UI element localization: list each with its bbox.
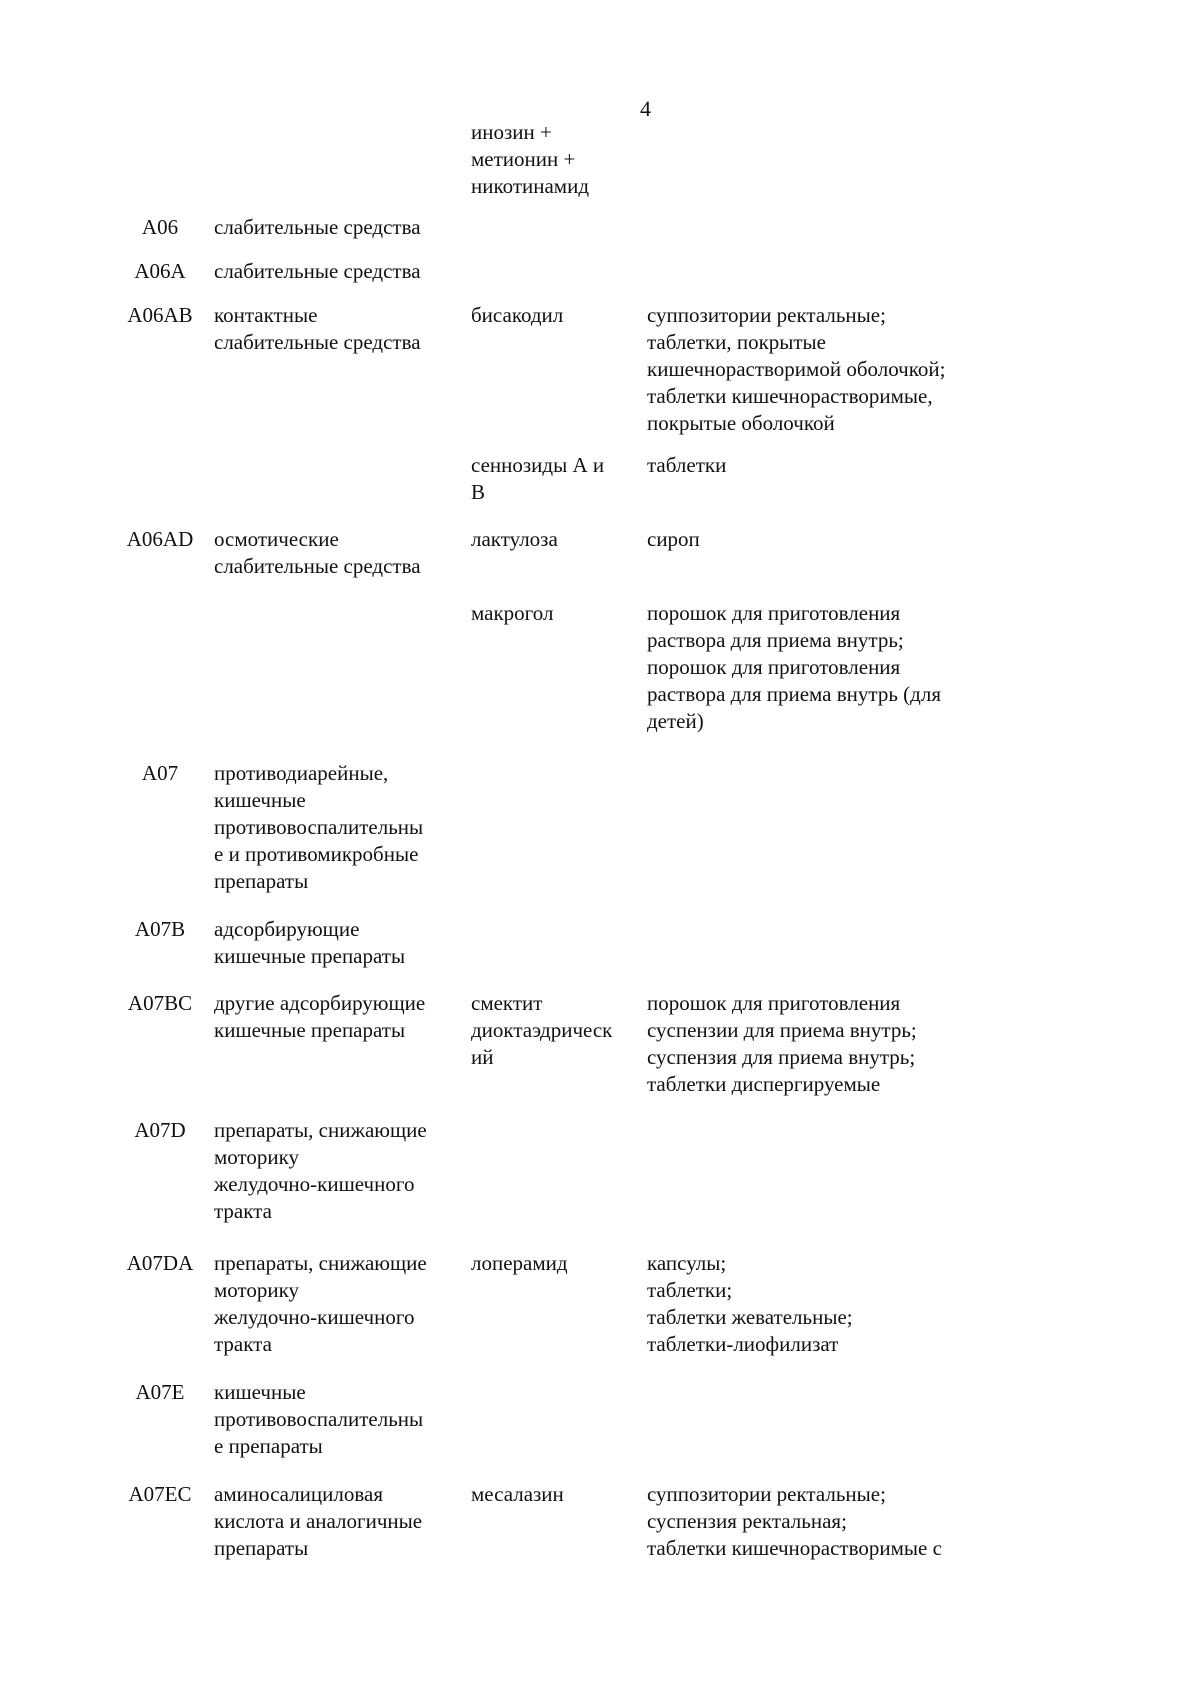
atc-code: A07E (135, 1380, 185, 1404)
table-row (110, 916, 1010, 990)
table-row (110, 760, 1010, 916)
table-row (110, 1379, 1010, 1481)
atc-code: A07 (141, 761, 179, 785)
atc-code: A07BC (127, 991, 193, 1015)
table-row (110, 452, 1010, 526)
drug-name: макрогол (471, 601, 554, 625)
table-row (110, 526, 1010, 600)
drug-name: месалазин (471, 1482, 564, 1506)
atc-code: A07DA (126, 1251, 194, 1275)
table-row (110, 214, 1010, 258)
group-name: аминосалициловая кислота и аналогичные препараты (214, 1482, 423, 1560)
group-name: контактные слабительные средства (214, 303, 421, 354)
atc-code: A06AD (126, 527, 194, 551)
atc-code: A07EC (128, 1482, 192, 1506)
table-row (110, 990, 1010, 1117)
dosage-form: сироп (647, 527, 700, 551)
group-name: адсорбирующие кишечные препараты (214, 917, 406, 968)
drug-name: лактулоза (471, 527, 558, 551)
dosage-form: порошок для приготовления раствора для приема внутрь; порошок для приготовления раствора для приема внутрь (для детей) (647, 601, 941, 733)
drug-name: инозин + метионин + никотинамид (471, 120, 590, 198)
drug-name: сеннозиды А и В (471, 453, 605, 504)
drug-table (110, 119, 1010, 1571)
table-row (110, 302, 1010, 452)
drug-name: лоперамид (471, 1251, 568, 1275)
drug-name: бисакодил (471, 303, 564, 327)
dosage-form: суппозитории ректальные; суспензия ректальная; таблетки кишечнорастворимые с (647, 1482, 942, 1560)
group-name: другие адсорбирующие кишечные препараты (214, 991, 426, 1042)
table-row (110, 1117, 1010, 1250)
dosage-form: капсулы; таблетки; таблетки жевательные; таблетки-лиофилизат (647, 1251, 853, 1356)
table-row (110, 1250, 1010, 1379)
atc-code: A06AB (127, 303, 193, 327)
atc-code: A07D (134, 1118, 186, 1142)
table-row (110, 600, 1010, 760)
atc-code: A06A (134, 259, 186, 283)
group-name: осмотические слабительные средства (214, 527, 421, 578)
group-name: слабительные средства (214, 215, 421, 239)
table-row (110, 258, 1010, 302)
group-name: слабительные средства (214, 259, 421, 283)
group-name: кишечные противовоспалительны е препараты (214, 1380, 424, 1458)
table-row (110, 119, 1010, 214)
page-number: 4 (640, 96, 651, 121)
group-name: препараты, снижающие моторику желудочно-кишечного тракта (214, 1118, 427, 1223)
table-row (110, 1481, 1010, 1571)
dosage-form: порошок для приготовления суспензии для приема внутрь; суспензия для приема внутрь; таблетки диспергируемые (647, 991, 917, 1096)
drug-name: смектит диоктаэдрическ ий (471, 991, 613, 1069)
dosage-form: суппозитории ректальные; таблетки, покрытые кишечнорастворимой оболочкой; таблетки кишечнорастворимые, покрытые оболочкой (647, 303, 946, 435)
atc-code: A07B (134, 917, 186, 941)
atc-code: A06 (141, 215, 179, 239)
group-name: противодиарейные, кишечные противовоспалительны е и противомикробные препараты (214, 761, 424, 893)
dosage-form: таблетки (647, 453, 727, 477)
group-name: препараты, снижающие моторику желудочно-кишечного тракта (214, 1251, 427, 1356)
